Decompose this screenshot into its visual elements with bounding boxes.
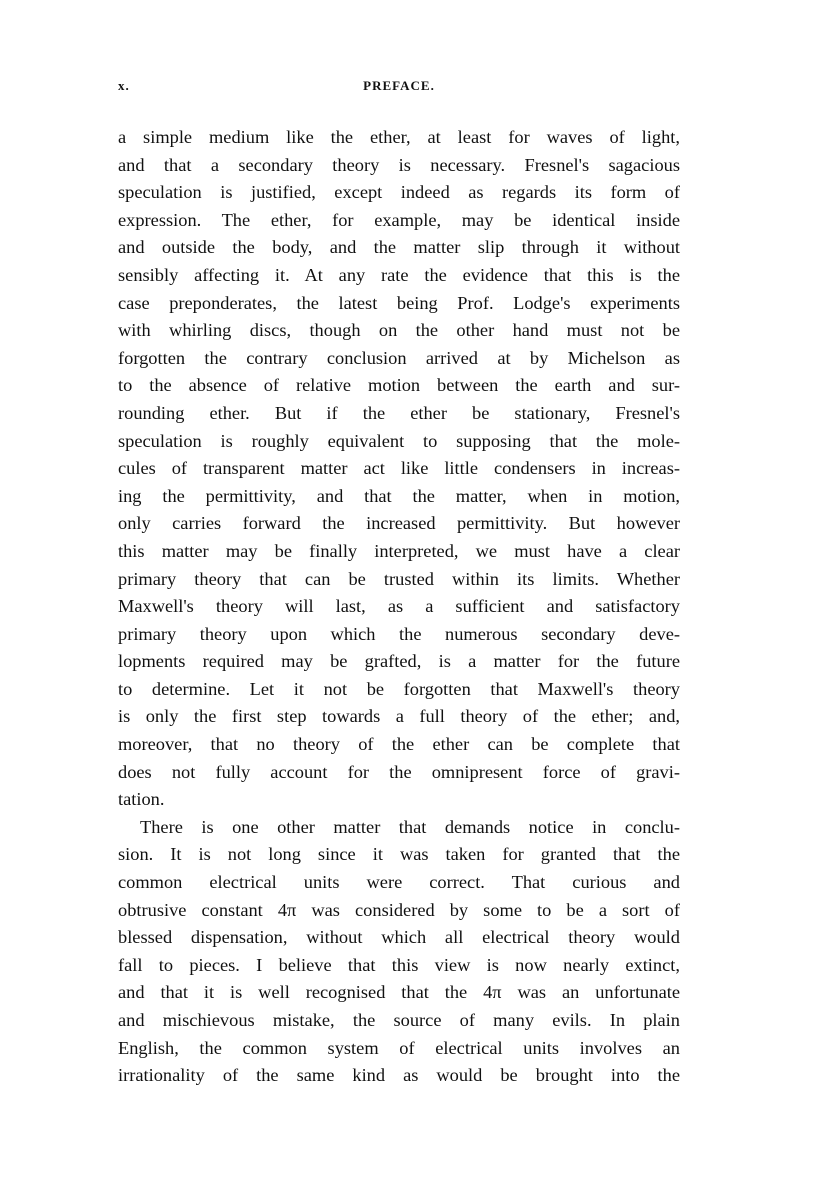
text-line: Maxwell's theory will last, as a sufficient and satisfactory [118,596,680,617]
text-line: common electrical units were correct. That curious and [118,872,680,893]
text-line: only carries forward the increased permittivity. But however [118,513,680,534]
text-line: does not fully account for the omnipresent force of gravi- [118,761,680,782]
text-line: ing the permittivity, and that the matter, when in motion, [118,485,680,506]
text-line: and outside the body, and the matter slip through it without [118,237,680,258]
text-line: cules of transparent matter act like little condensers in increas- [118,458,680,479]
text-line: a simple medium like the ether, at least for waves of light, [118,127,680,147]
text-line: English, the common system of electrical units involves an [118,1037,680,1058]
text-line: sion. It is not long since it was taken for granted that the [118,844,680,865]
text-line: obtrusive constant 4π was considered by some to be a sort of [118,899,680,920]
text-line: this matter may be finally interpreted, we must have a clear [118,540,680,561]
text-line: with whirling discs, though on the other hand must not be [118,320,680,341]
text-line: irrationality of the same kind as would be brought into the [118,1065,680,1086]
text-line: to the absence of relative motion between the earth and sur- [118,375,680,396]
text-line: fall to pieces. I believe that this view is now nearly extinct, [118,954,680,975]
paragraph-end-line: tation. [118,789,165,810]
text-line: and mischievous mistake, the source of many evils. In plain [118,1010,680,1030]
text-line: is only the first step towards a full theory of the ether; and, [118,706,680,727]
running-head [118,78,680,100]
text-line: rounding ether. But if the ether be stationary, Fresnel's [118,402,680,423]
text-line: primary theory upon which the numerous secondary deve- [118,623,680,644]
text-line: lopments required may be grafted, is a matter for the future [118,651,680,672]
body-text [118,124,680,1090]
text-line: and that it is well recognised that the 4π was an unfortunate [118,982,680,1003]
text-line: sensibly affecting it. At any rate the evidence that this is the [118,264,680,285]
text-line: blessed dispensation, without which all electrical theory would [118,927,680,948]
running-title: PREFACE. [363,78,435,93]
text-line: expression. The ether, for example, may be identical inside [118,209,680,230]
page-number: x. [118,78,130,93]
paragraph-start-line: There is one other matter that demands notice in conclu- [140,816,680,837]
text-line: and that a secondary theory is necessary. Fresnel's sagacious [118,154,680,175]
text-line: moreover, that no theory of the ether can be complete that [118,734,680,755]
text-line: to determine. Let it not be forgotten that Maxwell's theory [118,678,680,699]
text-line: speculation is justified, except indeed as regards its form of [118,182,680,203]
text-line: primary theory that can be trusted within its limits. Whether [118,568,680,589]
text-line: speculation is roughly equivalent to supposing that the mole- [118,430,680,451]
text-line: case preponderates, the latest being Prof. Lodge's experiments [118,292,680,313]
text-line: forgotten the contrary conclusion arrived at by Michelson as [118,347,680,368]
